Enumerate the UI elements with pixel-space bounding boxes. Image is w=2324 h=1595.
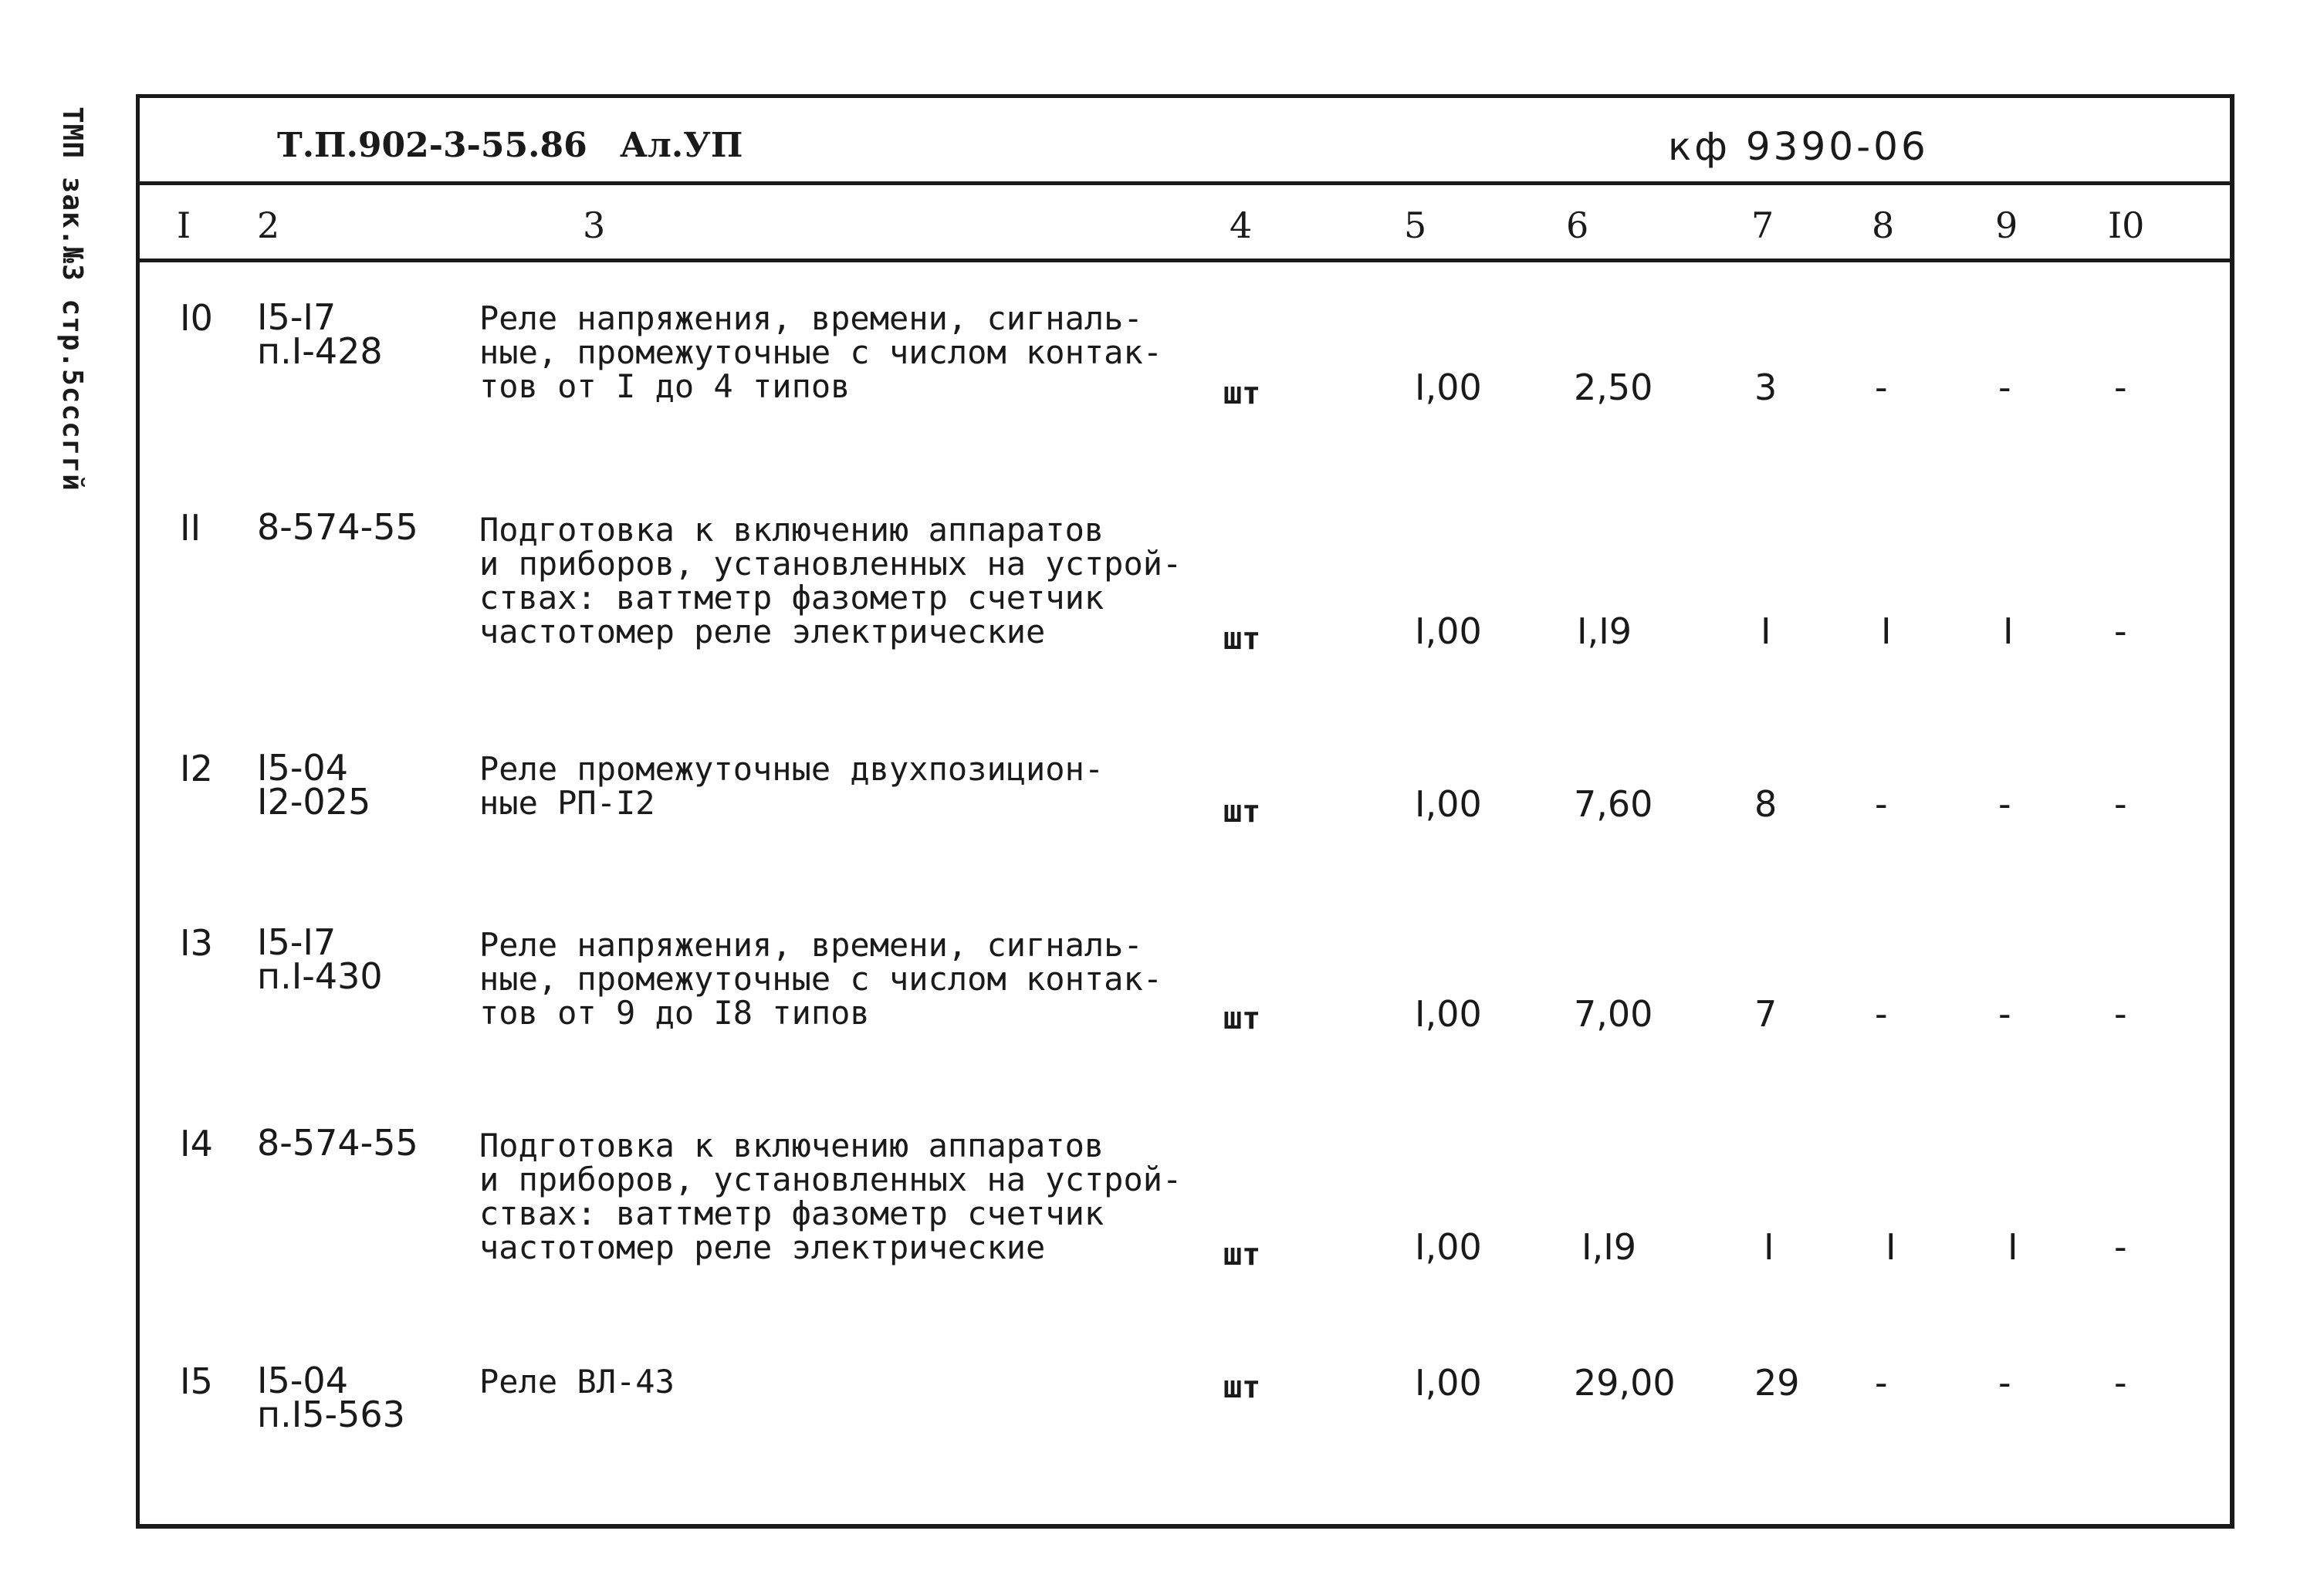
row-c8: - [1875,1362,1888,1404]
row-unit: шт [1223,1370,1261,1405]
row-number: II [180,507,201,549]
row-desc-line: Подготовка к включению аппаратов [479,1127,1104,1164]
row-c10: - [2114,367,2127,408]
row-c10: - [2114,1362,2127,1404]
row-desc-line: и приборов, установленных на устрой- [479,1161,1182,1198]
row-c8: - [1875,993,1888,1035]
row-c8: I [1886,1226,1896,1268]
row-qty: I,00 [1415,1362,1482,1404]
row-desc-line: тов от 9 до I8 типов [479,994,870,1032]
row-c8: I [1881,610,1892,652]
row-qty: I,00 [1415,1226,1482,1268]
row-c7: 8 [1754,783,1778,825]
row-desc-line: частотомер реле электрические [479,613,1046,651]
col-header-3: 3 [583,204,606,246]
row-desc-line: ные, промежуточные с числом контак- [479,960,1163,998]
row-number: I3 [180,922,213,964]
row-ref-line: I5-04 [257,1360,348,1401]
row-c6: I,I9 [1577,610,1632,652]
row-c7: 29 [1754,1362,1800,1404]
row-desc-line: Реле промежуточные двухпозицион- [479,750,1104,788]
row-c9: - [1998,783,2011,825]
row-c9: - [1998,367,2011,408]
row-desc-line: Реле ВЛ-43 [479,1363,675,1401]
col-header-9: 9 [1995,204,2018,246]
row-qty: I,00 [1415,367,1482,408]
margin-note-text: ТМП зак.№3 стр.5сссггй [56,106,88,492]
row-c6: I,I9 [1581,1226,1637,1268]
col-header-10: I0 [2108,204,2145,246]
row-c7: 3 [1754,367,1778,408]
row-c7: I [1764,1226,1774,1268]
row-c9: - [1998,993,2011,1035]
row-ref-line: п.I5-563 [257,1394,405,1435]
row-ref-line: 8-574-55 [257,506,418,548]
row-desc-line: ные, промежуточные с числом контак- [479,333,1163,371]
row-c8: - [1875,367,1888,408]
row-ref-line: п.I-430 [257,955,383,997]
row-desc-line: ствах: ваттметр фазометр счетчик [479,1195,1104,1232]
row-ref-line: I5-04 [257,747,348,789]
row-unit: шт [1223,621,1261,657]
col-header-2: 2 [257,204,280,246]
row-qty: I,00 [1415,993,1482,1035]
row-ref-line: п.I-428 [257,330,383,372]
row-number: I4 [180,1123,213,1164]
row-desc-line: и приборов, установленных на устрой- [479,545,1182,583]
doc-code: Т.П.902-3-55.86 [277,126,587,165]
col-header-6: 6 [1566,204,1589,246]
row-desc-line: ные РП-I2 [479,784,655,822]
margin-note [48,100,94,517]
row-desc-line: ствах: ваттметр фазометр счетчик [479,579,1104,617]
row-number: I0 [180,297,213,339]
doc-index: кф 9390-06 [1668,124,1929,169]
row-c10: - [2114,993,2127,1035]
row-c7: I [1761,610,1771,652]
row-c9: I [2008,1226,2018,1268]
row-c8: - [1875,783,1888,825]
column-header-divider [140,259,2230,262]
col-header-4: 4 [1230,204,1253,246]
row-c6: 29,00 [1574,1362,1676,1404]
row-c7: 7 [1754,993,1778,1035]
col-header-1: I [177,204,191,246]
row-unit: шт [1223,1001,1261,1036]
row-qty: I,00 [1415,610,1482,652]
row-desc-line: тов от I до 4 типов [479,367,851,405]
row-unit: шт [1223,1237,1261,1272]
row-desc-line: Реле напряжения, времени, сигналь- [479,299,1143,337]
col-header-8: 8 [1872,204,1895,246]
row-desc-line: Подготовка к включению аппаратов [479,511,1104,549]
col-header-7: 7 [1751,204,1774,246]
row-ref-line: I5-I7 [257,921,337,963]
row-unit: шт [1223,376,1261,411]
row-ref-line: I5-I7 [257,296,337,338]
row-number: I5 [180,1360,213,1402]
row-ref-line: I2-025 [257,781,371,823]
row-c10: - [2114,783,2127,825]
row-c10: - [2114,1226,2127,1268]
doc-album: Ал.УП [620,126,743,165]
row-c6: 2,50 [1574,367,1653,408]
row-unit: шт [1223,794,1261,830]
row-c9: I [2003,610,2014,652]
row-c6: 7,60 [1574,783,1653,825]
row-number: I2 [180,748,213,789]
row-ref-line: 8-574-55 [257,1122,418,1164]
row-c6: 7,00 [1574,993,1653,1035]
row-desc-line: частотомер реле электрические [479,1228,1046,1266]
row-c9: - [1998,1362,2011,1404]
row-c10: - [2114,610,2127,652]
document-frame [136,94,2234,1529]
row-desc-line: Реле напряжения, времени, сигналь- [479,926,1143,964]
row-qty: I,00 [1415,783,1482,825]
col-header-5: 5 [1404,204,1427,246]
header-divider [140,181,2230,185]
